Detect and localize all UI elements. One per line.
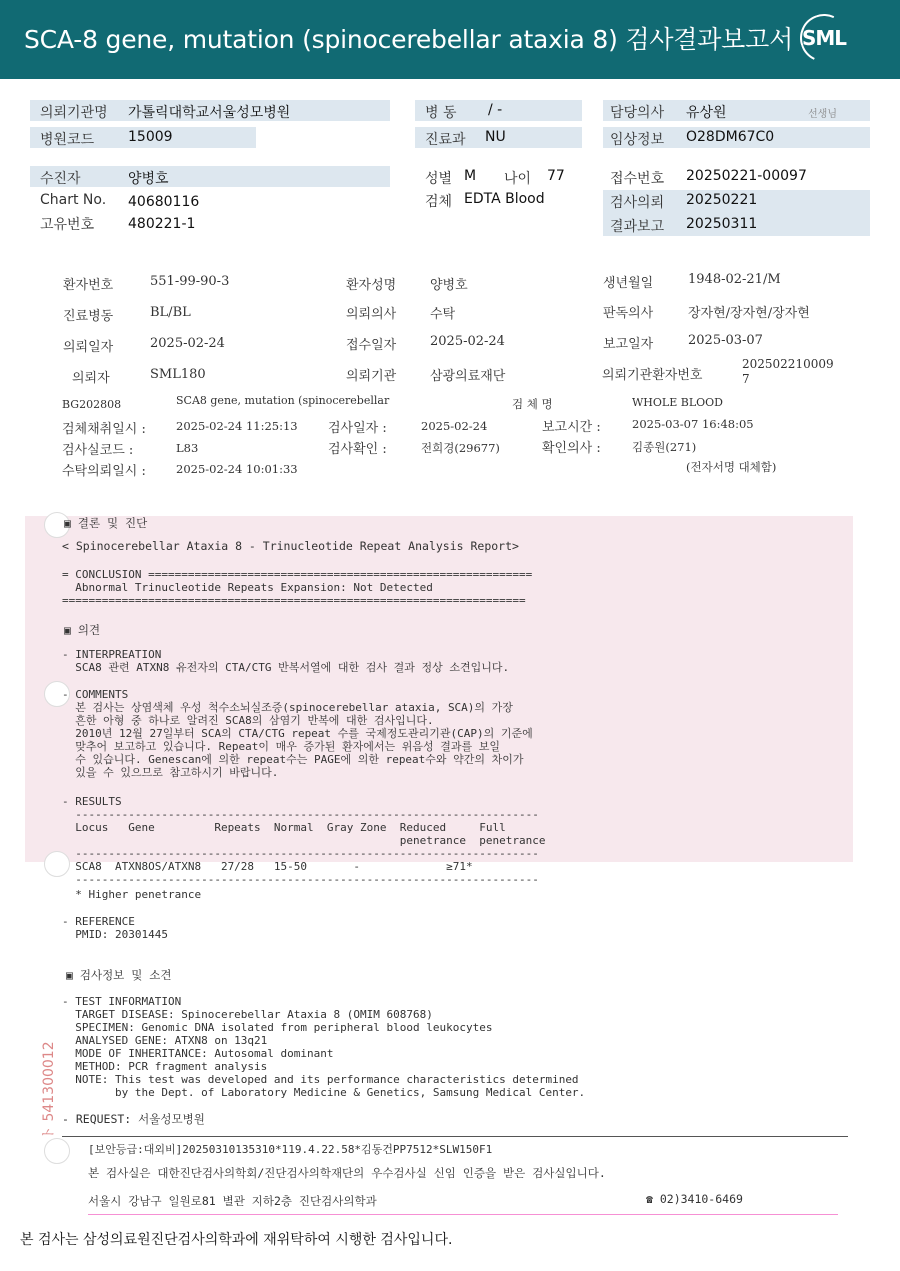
security-line: [보안등급:대외비]20250310135310*119.4.22.58*김동건PP7512*SLW150F1	[88, 1143, 493, 1156]
code-label: 병원코드	[40, 132, 95, 148]
comments-block: - COMMENTS 본 검사는 상염색체 우성 척수소뇌실조증(spinocerebellar ataxia, SCA)의 가장 흔한 아형 중 하나로 알려진 SCA8의 삼염기 반복에 대한 검사입니다. 2010년 12월 27일부터 SCA의 CTA/CTG repeat 수를 국제정도관리기관(CAP)의 기준에 맞추어 보고하고 있습니다. Repeat이 매우 증가된 환자에서는 위음성 결과를 보일 수 있습니다. Genescan에 의한 repeat수는 PAGE에 의한 repeat수와 약간의 차이가 있을 수 있으므로 참고하시기 바랍니다.	[62, 688, 533, 779]
instpid-label: 의뢰기관환자번호	[602, 368, 703, 383]
pname-label: 환자성명	[346, 278, 397, 293]
clinical-value: O28DM67C0	[686, 129, 775, 145]
requester-value: SML180	[150, 367, 206, 382]
specimen-label: 검체	[425, 194, 453, 210]
requester-label: 의뢰자	[72, 371, 110, 386]
report-header	[0, 0, 900, 79]
footer-note: 본 검사는 삼성의료원진단검사의학과에 재위탁하여 시행한 검사입니다.	[20, 1232, 453, 1248]
results-header: - RESULTS ---------------------------------------------------------------------- Locus Gene Repeats Normal Gray Zone Reduced Full penetrance penetrance ----------------------------------------------------------------------	[62, 795, 546, 860]
chart-value: 40680116	[128, 194, 200, 210]
uid-value: 480221-1	[128, 216, 196, 232]
dob-label: 생년월일	[603, 276, 654, 291]
recvdate-label: 접수일자	[346, 338, 397, 353]
pdoc-label: 의뢰의사	[346, 307, 397, 322]
pinst-label: 의뢰기관	[346, 369, 397, 384]
instpid-value-1: 202502210009	[742, 357, 834, 371]
institution-label: 의뢰기관명	[40, 105, 108, 121]
patient-value: 양병호	[128, 171, 169, 187]
pname-value: 양병호	[430, 278, 468, 293]
specimen-value: EDTA Blood	[464, 191, 545, 207]
dob-value: 1948-02-21/M	[688, 272, 781, 287]
report-title-line: < Spinocerebellar Ataxia 8 - Trinucleotide Repeat Analysis Report>	[62, 539, 519, 553]
institution-value: 가톨릭대학교서울성모병원	[128, 105, 291, 121]
patient-bar	[30, 166, 390, 187]
certification-line: 본 검사실은 대한진단검사의학회/진단검사의학재단의 우수검사실 신임 인증을 받은 검사실입니다.	[88, 1166, 606, 1180]
section-testinfo-heading: ▣ 검사정보 및 소견	[66, 968, 172, 982]
spec-label: 검 체 명	[512, 397, 553, 411]
punch-hole-icon	[44, 1138, 70, 1164]
request-line: - REQUEST: 서울성모병원	[62, 1112, 205, 1126]
outsource-label: 수탁의뢰일시 :	[62, 464, 146, 479]
pinst-value: 삼광의료재단	[430, 369, 506, 384]
confirm-value: 전희경(29677)	[421, 441, 500, 455]
collect-label: 검체채취일시 :	[62, 422, 146, 437]
reptime-label: 보고시간 :	[542, 420, 601, 435]
pward-label: 진료병동	[63, 309, 114, 324]
results-row: SCA8 ATXN8OS/ATXN8 27/28 15-50 - ≥71* ----------------------------------------------------------------------	[75, 860, 539, 886]
report-date-value: 20250311	[686, 216, 758, 232]
chart-label: Chart No.	[40, 192, 107, 208]
labcode-label: 검사실코드 :	[62, 443, 134, 458]
address-line: 서울시 강남구 일원로81 별관 지하2층 진단검사의학과	[88, 1194, 377, 1208]
reference-block: - REFERENCE PMID: 20301445	[62, 915, 168, 941]
clinical-label: 임상정보	[610, 132, 665, 148]
conclusion-block: = CONCLUSION ========================================================== Abnormal Trinucleotide Repeats Expansion: Not Detected ======================================================================	[62, 568, 533, 607]
report-date-label: 결과보고	[610, 219, 665, 235]
collect-value: 2025-02-24 11:25:13	[176, 419, 298, 433]
receipt-label: 접수번호	[610, 171, 665, 187]
doctor-value: 유상원	[686, 105, 727, 121]
doctor-label: 담당의사	[610, 105, 665, 121]
labcode-value: L83	[176, 441, 199, 455]
test-code: BG202808	[62, 398, 122, 411]
patient-label: 수진자	[40, 171, 81, 187]
request-label: 검사의뢰	[610, 195, 665, 211]
recvdate-value: 2025-02-24	[430, 334, 505, 349]
sml-logo: SML	[800, 14, 852, 62]
outsource-value: 2025-02-24 10:01:33	[176, 462, 298, 476]
section-opinion-heading: ▣ 의견	[64, 623, 101, 637]
reader-label: 판독의사	[603, 306, 654, 321]
divider	[88, 1214, 838, 1215]
verify-label: 확인의사 :	[542, 441, 601, 456]
test-info-block: - TEST INFORMATION TARGET DISEASE: Spinocerebellar Ataxia 8 (OMIM 608768) SPECIMEN: Genomic DNA isolated from peripheral blood leukocytes ANALYSED GENE: ATXN8 on 13q21 MODE OF INHERITANCE: Autosomal dominant METHOD: PCR fragment analysis NOTE: This test was developed and its performance characteristics determined by the Dept. of Laboratory Medicine & Genetics, Samsung Medical Center.	[62, 995, 586, 1099]
reader-value: 장자현/장자현/장자현	[688, 306, 810, 321]
penetrance-footnote: * Higher penetrance	[62, 888, 202, 901]
spec-value: WHOLE BLOOD	[632, 396, 723, 409]
age-value: 77	[547, 168, 565, 184]
instpid-value-2: 7	[742, 372, 750, 386]
reptime-value: 2025-03-07 16:48:05	[632, 417, 754, 431]
uid-label: 고유번호	[40, 217, 95, 233]
testdate-value: 2025-02-24	[421, 419, 488, 433]
dept-value: NU	[485, 129, 506, 145]
pid-value: 551-99-90-3	[150, 274, 230, 289]
sex-label: 성별	[425, 171, 453, 187]
dept-label: 진료과	[425, 132, 466, 148]
test-name: SCA8 gene, mutation (spinocerebellar	[176, 394, 390, 407]
divider	[62, 1136, 848, 1137]
pdoc-value: 수탁	[430, 307, 456, 322]
phone-line: ☎ 02)3410-6469	[646, 1192, 743, 1206]
receipt-value: 20250221-00097	[686, 168, 807, 184]
sex-value: M	[464, 168, 477, 184]
reqdate-value: 2025-02-24	[150, 336, 225, 351]
age-label: 나이	[504, 171, 532, 187]
doctor-suffix: 선생님	[808, 109, 837, 120]
reqdate-label: 의뢰일자	[63, 340, 114, 355]
repdate-value: 2025-03-07	[688, 333, 763, 348]
confirm-label: 검사확인 :	[328, 442, 387, 457]
code-value: 15009	[128, 129, 173, 145]
request-value: 20250221	[686, 192, 758, 208]
ward-label: 병 동	[425, 105, 457, 121]
verify-value: 김종원(271)	[632, 440, 697, 454]
pid-label: 환자번호	[63, 278, 114, 293]
ward-value: / -	[488, 102, 503, 118]
pward-value: BL/BL	[150, 305, 191, 320]
report-title: SCA-8 gene, mutation (spinocerebellar ataxia 8) 검사결과보고서	[24, 25, 794, 54]
esign-note: (전자서명 대체함)	[686, 460, 777, 474]
testdate-label: 검사일자 :	[328, 421, 387, 436]
interpretation-block: - INTERPREATION SCA8 관련 ATXN8 유전자의 CTA/CTG 반복서열에 대한 검사 결과 정상 소견입니다.	[62, 648, 510, 674]
section-conclusion-heading: ▣ 결론 및 진단	[64, 516, 148, 530]
repdate-label: 보고일자	[603, 337, 654, 352]
